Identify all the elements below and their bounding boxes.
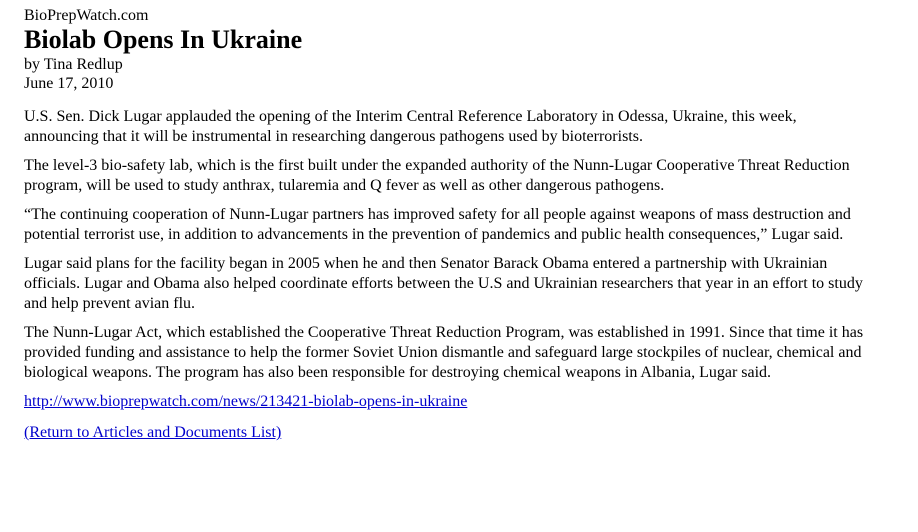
source-link[interactable]: http://www.bioprepwatch.com/news/213421-biolab-opens-in-ukraine [24, 393, 468, 410]
return-link-container [24, 423, 864, 443]
article-paragraph-3: “The continuing cooperation of Nunn-Lugar partners has improved safety for all people against weapons of mass destruction and potential terrorist use, in addition to advancements in the prevention of pandemics and public health consequences,” Lugar said. [24, 206, 851, 243]
article-paragraph-2: The level-3 bio-safety lab, which is the first built under the expanded authority of the Nunn-Lugar Cooperative Threat Reduction program, will be used to study anthrax, tularemia and Q fever as well as other dangerous pathogens. [24, 157, 850, 194]
article-paragraph-5: The Nunn-Lugar Act, which established the Cooperative Threat Reduction Program, was established in 1991. Since that time it has provided funding and assistance to help the former Soviet Union dismantle and safeguard large stockpiles of nuclear, chemical and biological weapons. The program has also been responsible for destroying chemical weapons in Albania, Lugar said. [24, 324, 864, 381]
site-name: BioPrepWatch.com [24, 7, 149, 24]
article-paragraph-4: Lugar said plans for the facility began in 2005 when he and then Senator Barack Obama entered a partnership with Ukrainian officials. Lugar and Obama also helped coordinate efforts between the U.S and Ukrainian researchers that year in an effort to study and help prevent avian flu. [24, 255, 863, 312]
return-to-list-link[interactable]: (Return to Articles and Documents List) [24, 424, 282, 441]
article-byline: by Tina Redlup [24, 56, 123, 73]
source-link-container [24, 392, 864, 412]
article-paragraph-1: U.S. Sen. Dick Lugar applauded the opening of the Interim Central Reference Laboratory in Odessa, Ukraine, this week, announcing that it will be instrumental in researching dangerous pathogens used by bioterrorists. [24, 108, 797, 145]
article-date: June 17, 2010 [24, 75, 114, 92]
article-title: Biolab Opens In Ukraine [24, 25, 303, 54]
article-body [24, 107, 864, 383]
